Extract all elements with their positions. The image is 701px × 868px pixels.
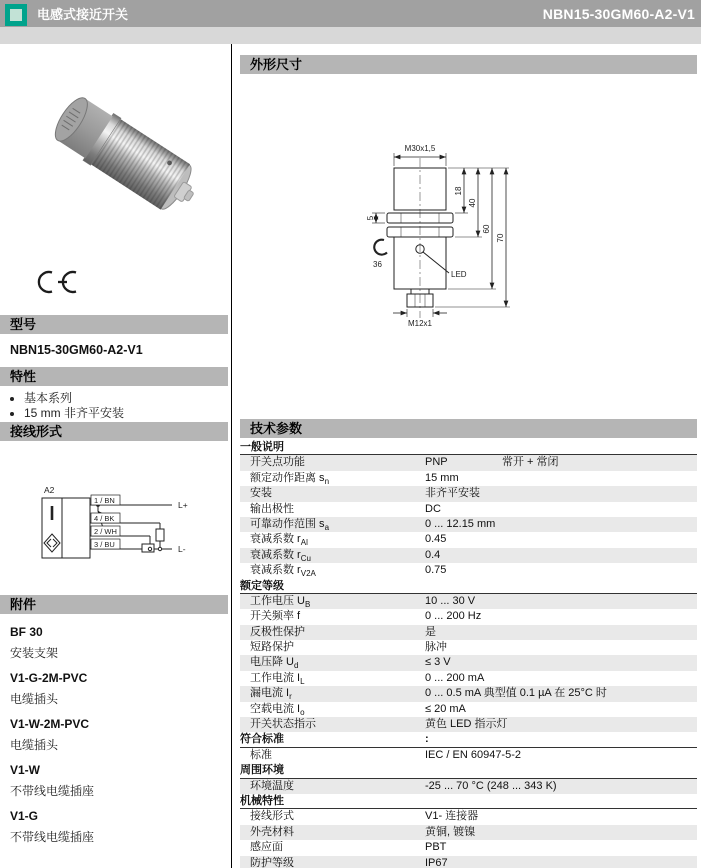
dim-thread-label: M30x1,5: [404, 144, 436, 153]
accessory-desc: 电缆插头: [10, 692, 59, 706]
param-label: 衰减系数 $r_{Cu}$: [250, 548, 311, 563]
param-value: 非齐平安装: [425, 487, 480, 500]
product-type-title: 电感式接近开关: [37, 7, 129, 22]
wire-label-bu: 3 / BU: [94, 540, 115, 549]
param-group-header: [240, 732, 697, 747]
page-header: [0, 0, 701, 27]
dim-nut-label: 5: [366, 215, 375, 221]
ce-mark: [33, 269, 81, 295]
param-row: [240, 717, 697, 732]
section-tech-params: 技术参数: [240, 419, 697, 438]
param-value: 脉冲: [425, 641, 447, 654]
param-value: 是: [425, 625, 436, 638]
section-accessories: 附件: [0, 595, 228, 614]
param-row: [240, 856, 697, 868]
accessory-model: V1-G: [10, 809, 39, 823]
product-photo: [25, 59, 205, 259]
param-label: 感应面: [250, 841, 283, 854]
param-row: [240, 825, 697, 840]
param-row: [240, 686, 697, 701]
param-group-header: [240, 579, 697, 594]
param-value: PBT: [425, 841, 447, 854]
param-label: 可靠动作范围 $s_a$: [250, 517, 330, 533]
param-row: [240, 779, 697, 794]
param-value: 0 ... 12.15 mm: [425, 517, 496, 530]
accessory-model: V1-W: [10, 763, 40, 777]
param-value-2: 常开 + 常闭: [502, 456, 559, 469]
param-label: 反极性保护: [250, 625, 305, 638]
param-group-name: 机械特性: [240, 794, 284, 807]
dim-70-label: 70: [496, 233, 505, 243]
param-label: 衰减系数 $r_{Al}$: [250, 533, 308, 548]
param-group-header: [240, 794, 697, 809]
param-value: 15 mm: [425, 471, 459, 484]
param-row: [240, 609, 697, 624]
param-value: IEC / EN 60947-5-2: [425, 748, 521, 761]
param-value: 0.75: [425, 564, 447, 577]
param-value: 0.45: [425, 533, 447, 546]
wire-label-bn: 1 / BN: [94, 496, 115, 505]
param-label: 空载电流 $I_o$: [250, 702, 305, 717]
accessory-model: V1-G-2M-PVC: [10, 671, 88, 685]
param-value: PNP: [425, 456, 448, 469]
column-divider: [231, 44, 232, 868]
param-row: [240, 625, 697, 640]
param-value: 0 ... 200 Hz: [425, 610, 482, 623]
connector-thread-label: M12x1: [407, 319, 433, 328]
param-label: 开关频率 f: [250, 610, 301, 623]
param-group-header: [240, 763, 697, 778]
diagram-variant-label: A2: [44, 485, 55, 495]
param-label: 开关点功能: [250, 456, 305, 469]
part-number-title: NBN15-30GM60-A2-V1: [542, 5, 695, 22]
accessory-desc: 不带线电缆插座: [10, 830, 95, 844]
param-row: [240, 702, 697, 717]
param-row: [240, 486, 697, 501]
param-value: ≤ 3 V: [425, 656, 451, 669]
param-row: [240, 517, 697, 532]
wrench-size-label: 36: [373, 260, 382, 269]
param-label: 工作电流 $I_L$: [250, 671, 305, 687]
model-number: NBN15-30GM60-A2-V1: [10, 343, 143, 357]
param-row: [240, 809, 697, 824]
param-value: 0 ... 200 mA: [425, 671, 485, 684]
param-value: 黄铜, 镀镍: [425, 825, 476, 838]
dim-18-label: 18: [454, 186, 463, 196]
param-label: 额定动作距离 $s_n$: [250, 471, 330, 486]
param-label: 输出极性: [250, 502, 294, 515]
param-row: [240, 532, 697, 547]
param-label: 电压降 $U_d$: [250, 656, 299, 671]
wire-label-bk: 4 / BK: [94, 514, 115, 523]
wrench-icon: [374, 240, 387, 255]
param-group-value: :: [425, 733, 429, 746]
param-group-name: 周围环境: [240, 764, 284, 777]
dim-60-label: 60: [482, 224, 491, 234]
param-value: ≤ 20 mA: [425, 702, 466, 715]
param-value: DC: [425, 502, 441, 515]
accessory-model: BF 30: [10, 625, 43, 639]
param-label: 漏电流 $I_r$: [250, 687, 292, 702]
param-value: 0.4: [425, 548, 441, 561]
param-label: 接线形式: [250, 810, 294, 823]
section-dimensions: 外形尺寸: [240, 55, 697, 74]
param-row: [240, 455, 697, 470]
param-label: 工作电压 $U_B$: [250, 594, 311, 610]
accessories-list: [0, 625, 231, 844]
param-row: [240, 671, 697, 686]
param-label: 开关状态指示: [250, 718, 316, 731]
tech-params-body: [240, 440, 697, 868]
param-value: 0 ... 0.5 mA 典型值 0.1 µA 在 25°C 时: [425, 687, 607, 700]
param-value: IP67: [425, 856, 448, 868]
param-label: 环境温度: [250, 779, 294, 792]
features-list: [0, 391, 231, 421]
right-column: [240, 44, 697, 868]
left-column: [0, 44, 231, 868]
param-row: [240, 640, 697, 655]
param-value: V1- 连接器: [425, 810, 479, 823]
wire-label-wh: 2 / WH: [94, 527, 117, 536]
supply-plus-label: L+: [178, 500, 188, 510]
param-group-name: 符合标准: [240, 733, 284, 746]
param-label: 短路保护: [250, 641, 294, 654]
section-model: 型号: [0, 315, 228, 334]
connection-diagram: [32, 484, 204, 584]
param-row: [240, 502, 697, 517]
accessory-model: V1-W-2M-PVC: [10, 717, 90, 731]
param-group-name: 一般说明: [240, 441, 284, 453]
led-label: LED: [451, 270, 467, 279]
param-label: 衰减系数 $r_{V2A}$: [250, 564, 316, 579]
param-label: 安装: [250, 487, 272, 500]
param-label: 外壳材料: [250, 825, 294, 838]
feature-item: • 基本系列: [24, 391, 231, 406]
param-row: [240, 563, 697, 578]
param-value: 黄色 LED 指示灯: [425, 718, 508, 731]
param-row: [240, 594, 697, 609]
param-row: [240, 548, 697, 563]
param-group-name: 额定等级: [240, 579, 284, 592]
param-value: 10 ... 30 V: [425, 594, 476, 607]
supply-minus-label: L-: [178, 544, 186, 554]
dim-40-label: 40: [468, 198, 477, 208]
section-connection: 接线形式: [0, 422, 228, 441]
param-row: [240, 840, 697, 855]
param-label: 防护等级: [250, 856, 294, 868]
accessory-desc: 不带线电缆插座: [10, 784, 95, 798]
param-row: [240, 655, 697, 670]
accessory-desc: 电缆插头: [10, 738, 59, 752]
accessory-desc: 安装支架: [10, 646, 59, 660]
feature-item: • 15 mm 非齐平安装: [24, 406, 231, 421]
param-row: [240, 748, 697, 763]
param-group-header: [240, 440, 697, 455]
section-features: 特性: [0, 367, 228, 386]
header-substrip: [0, 27, 701, 44]
param-value: -25 ... 70 °C (248 ... 343 K): [425, 779, 557, 792]
param-row: [240, 471, 697, 486]
brand-logo-icon: [5, 4, 27, 26]
dimension-drawing: [335, 140, 565, 330]
param-label: 标准: [250, 748, 272, 761]
